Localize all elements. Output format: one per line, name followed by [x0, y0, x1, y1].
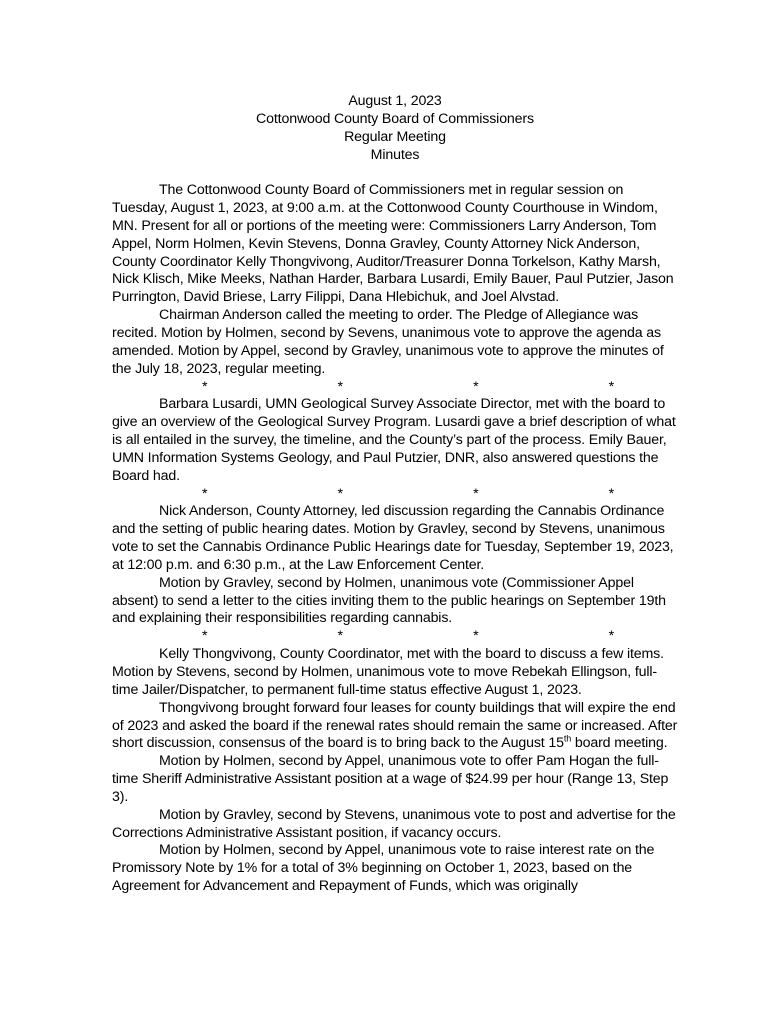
- section-separator: [112, 486, 678, 504]
- separator-star: *: [202, 378, 208, 395]
- separator-star: *: [337, 378, 343, 395]
- meeting-date: August 1, 2023: [348, 93, 442, 109]
- blank-line: [112, 164, 678, 182]
- minutes-page: [112, 93, 678, 896]
- paragraph-promissory-note: Motion by Holmen, second by Appel, unanimous vote to raise interest rate on the Promissory Note by 1% for a total of 3% beginning on October 1, 2023, based on the Agreement for Advancement and Repayment of Funds, which was originally: [112, 842, 655, 895]
- paragraph-sheriff-assistant: Motion by Holmen, second by Appel, unanimous vote to offer Pam Hogan the full-time Sheriff Administrative Assistant position at a wage of $24.99 per hour (Range 13, Step 3).: [112, 753, 669, 805]
- document-type: Minutes: [370, 146, 420, 163]
- leases-text-end: board meeting.: [571, 735, 668, 752]
- separator-star: *: [337, 628, 343, 645]
- paragraph-attendance: The Cottonwood County Board of Commissioners met in regular session on Tuesday, August 1, 2023, at 9:00 a.m. at the Cottonwood County Courthouse in Windom, MN. Present for all or portions of the meeting were: Commissioners Larry Anderson, Tom Appel, Norm Holmen, Kevin Stevens, Donna Gravley, County Attorney Nick Anderson, County Coordinator Kelly Thongvivong, Auditor/Treasurer Donna Torkelson, Kathy Marsh, Nick Klisch, Mike Meeks, Nathan Harder, Barbara Lusardi, Emily Bauer, Paul Putzier, Jason Purrington, David Briese, Larry Filippi, Dana Hlebichuk, and Joel Alvstad.: [112, 182, 674, 306]
- paragraph-geological-survey: Barbara Lusardi, UMN Geological Survey Associate Director, met with the board to give an overview of the Geological Survey Program. Lusardi gave a brief description of what is all entailed in the survey, the timeline, and the County’s part of the process. Emily Bauer, UMN Information Systems Geology, and Paul Putzier, DNR, also answered questions the Board had.: [112, 396, 676, 484]
- separator-star: *: [473, 485, 479, 502]
- section-separator: [112, 628, 678, 646]
- paragraph-coordinator-items: Kelly Thongvivong, County Coordinator, met with the board to discuss a few items. Motion by Stevens, second by Holmen, unanimous vote to move Rebekah Ellingson, full-time Jailer/Dispatcher, to permanent full-time status effective August 1, 2023.: [112, 646, 664, 698]
- ordinal-suffix: th: [563, 733, 572, 744]
- paragraph-call-to-order: Chairman Anderson called the meeting to order. The Pledge of Allegiance was recited. Motion by Holmen, second by Sevens, unanimous vote to approve the agenda as amended. Motion by Appel, second by Gravley, unanimous vote to approve the minutes of the July 18, 2023, regular meeting.: [112, 307, 664, 377]
- board-name: Cottonwood County Board of Commissioners: [256, 110, 534, 127]
- separator-star: *: [608, 378, 614, 395]
- separator-star: *: [473, 378, 479, 395]
- separator-star: *: [337, 485, 343, 502]
- separator-star: *: [202, 628, 208, 645]
- paragraph-cannabis-ordinance: Nick Anderson, County Attorney, led discussion regarding the Cannabis Ordinance and the setting of public hearing dates. Motion by Gravley, second by Stevens, unanimous vote to set the Cannabis Ordinance Public Hearings date for Tuesday, September 19, 2023, at 12:00 p.m. and 6:30 p.m., at the Law Enforcement Center.: [112, 503, 674, 573]
- separator-star: *: [608, 628, 614, 645]
- leases-text: Thongvivong brought forward four leases for county buildings that will expire the end of 2023 and asked the board if the renewal rates should remain the same or increased. After short discussion, consensus of the board is to bring back to the August 15: [112, 699, 678, 752]
- meeting-type: Regular Meeting: [344, 128, 446, 145]
- paragraph-cannabis-letter: Motion by Gravley, second by Holmen, unanimous vote (Commissioner Appel absent) to send a letter to the cities inviting them to the public hearings on September 19th and explaining their responsibilities regarding cannabis.: [112, 574, 666, 627]
- separator-star: *: [202, 485, 208, 502]
- separator-star: *: [608, 485, 614, 502]
- section-separator: [112, 379, 678, 397]
- paragraph-corrections-assistant: Motion by Gravley, second by Stevens, unanimous vote to post and advertise for the Corrections Administrative Assistant position, if vacancy occurs.: [112, 806, 676, 841]
- paragraph-leases: [112, 700, 678, 754]
- document-header: [112, 93, 678, 164]
- separator-star: *: [473, 628, 479, 645]
